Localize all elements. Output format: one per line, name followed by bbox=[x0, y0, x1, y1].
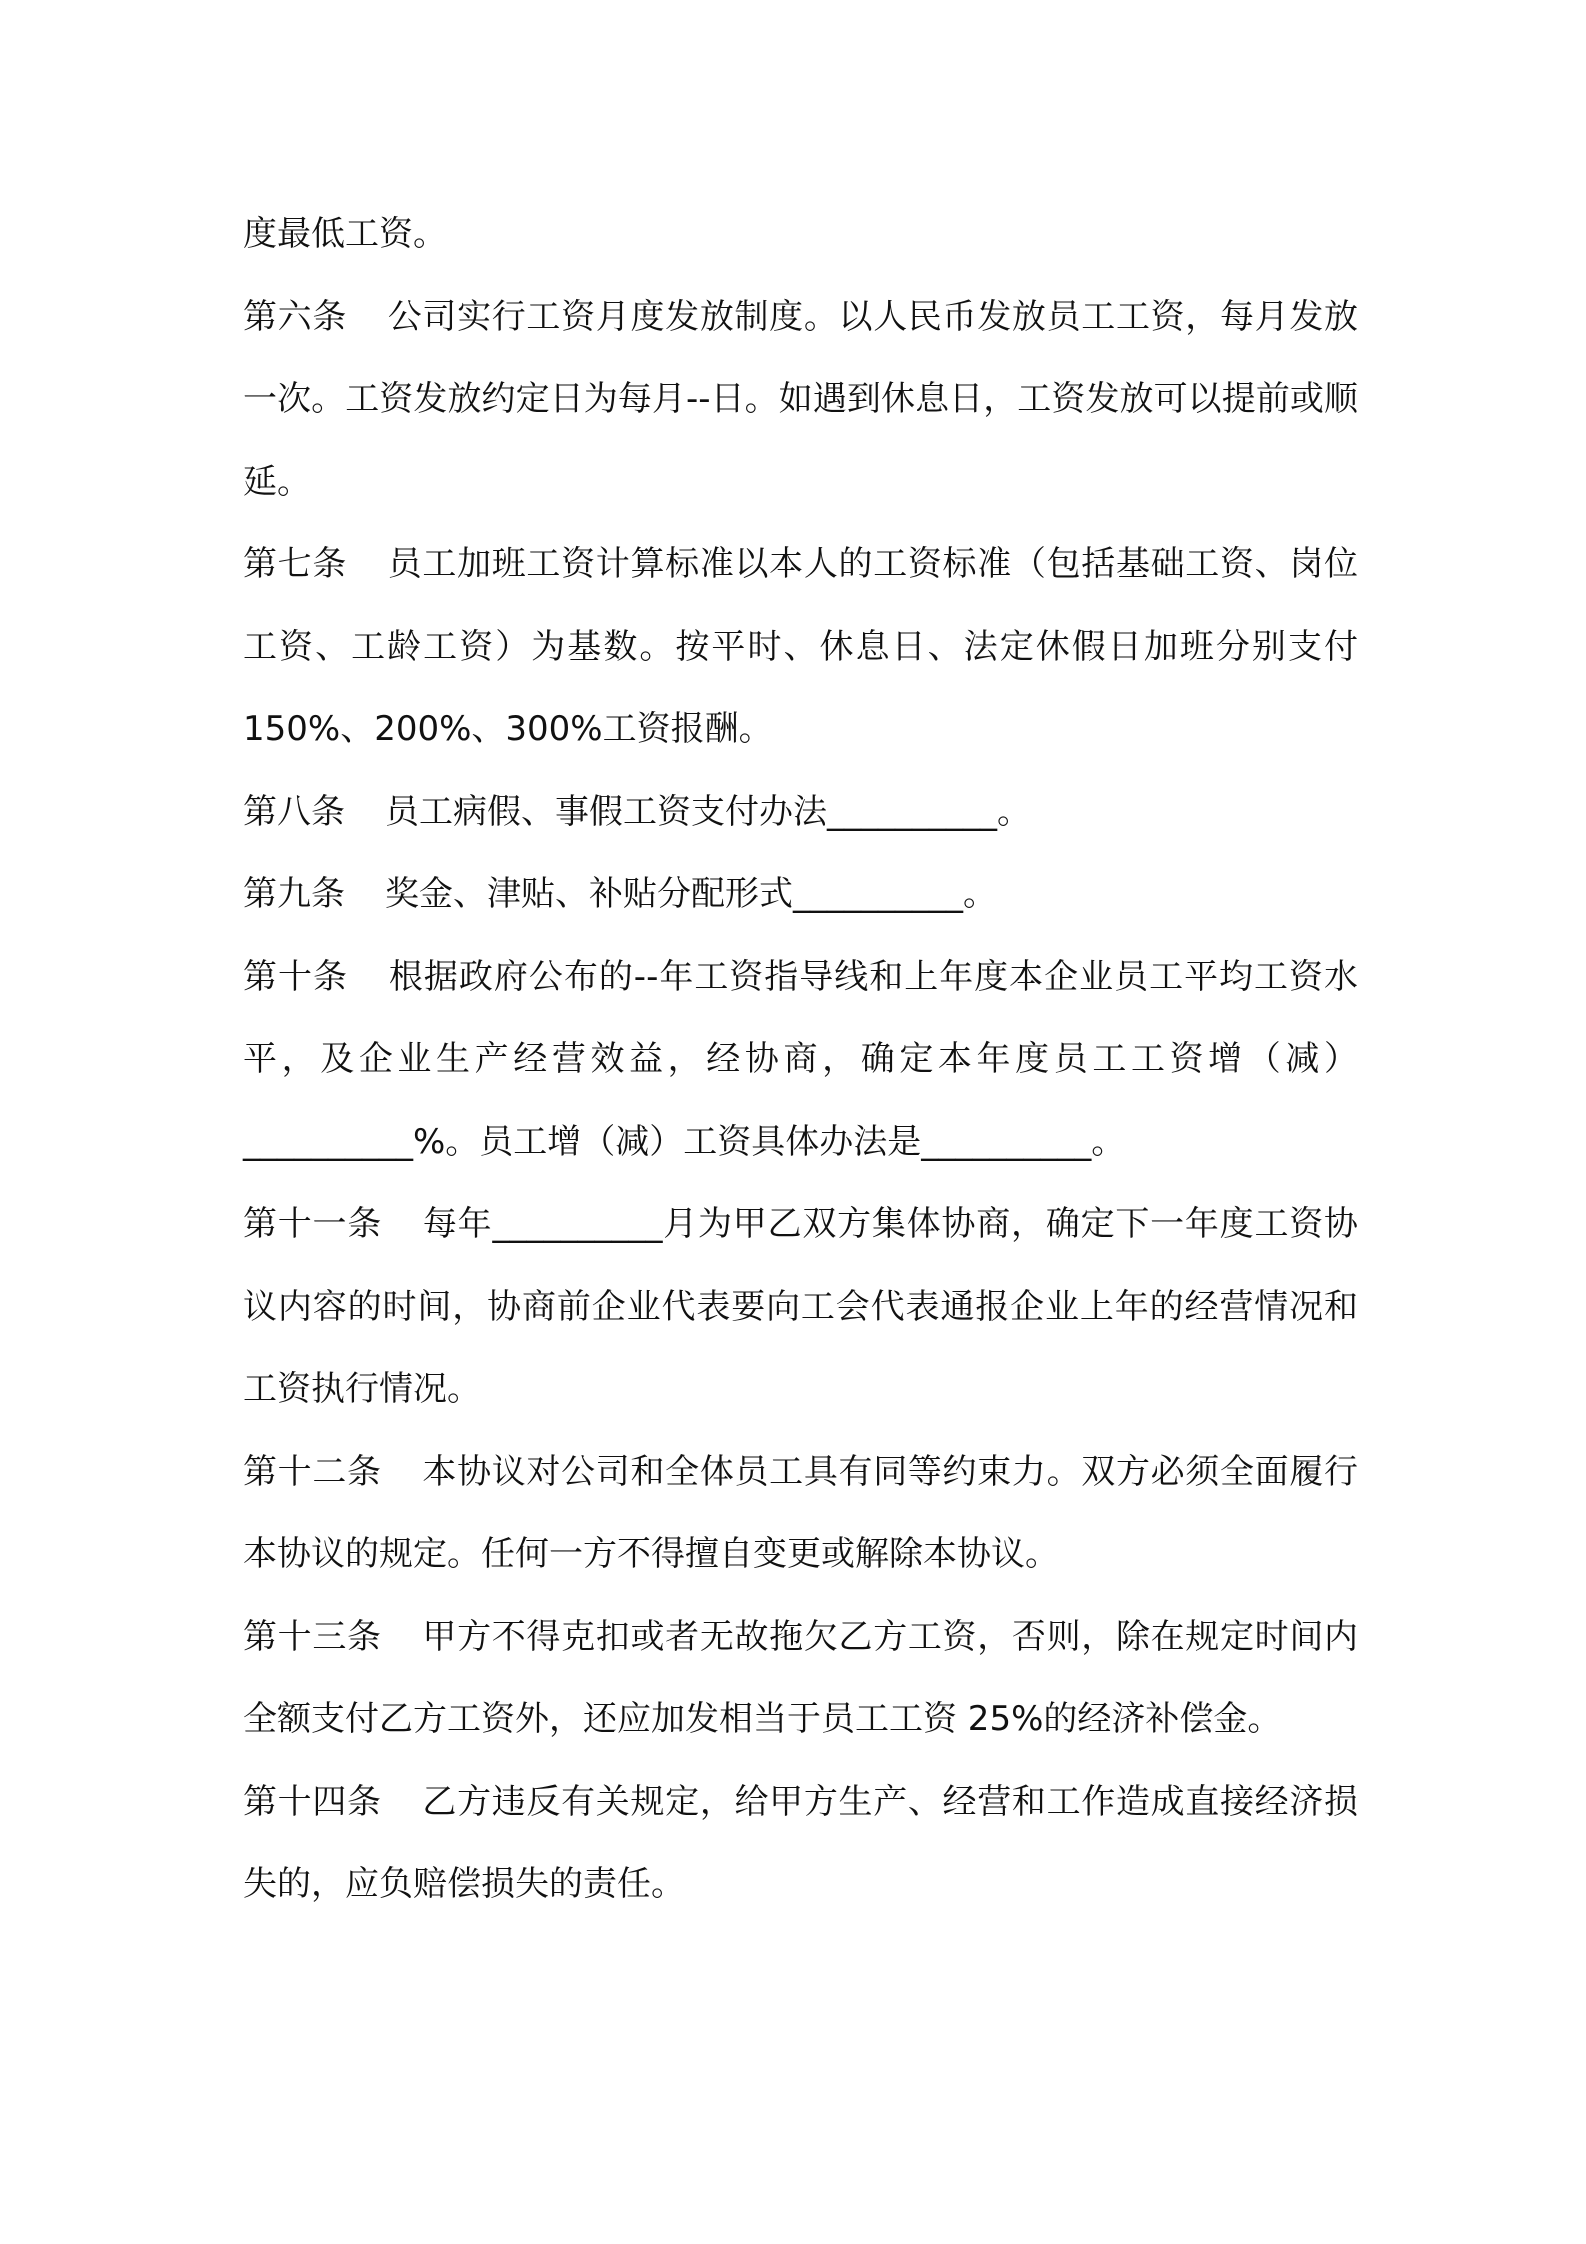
article-11 bbox=[243, 1183, 1358, 1431]
article-text: 根据政府公布的--年工资指导线和上年度本企业员工平均工资水平，及企业生产经营效益，经协商，确定本年度员工工资增（减）__________%。员工增（减）工资具体办法是__________。 bbox=[243, 956, 1358, 1162]
article-14 bbox=[243, 1761, 1358, 1926]
article-number: 第十二条 bbox=[243, 1451, 382, 1492]
article-9 bbox=[243, 853, 1358, 936]
article-text: 公司实行工资月度发放制度。以人民币发放员工工资，每月发放一次。工资发放约定日为每月--日。如遇到休息日，工资发放可以提前或顺延。 bbox=[243, 296, 1359, 502]
article-number: 第十一条 bbox=[243, 1204, 383, 1244]
paragraph-continuation bbox=[243, 193, 1358, 276]
article-13 bbox=[243, 1596, 1358, 1761]
article-text: 甲方不得克扣或者无故拖欠乙方工资，否则，除在规定时间内全额支付乙方工资外，还应加发相当于员工工资 25%的经济补偿金。 bbox=[243, 1616, 1359, 1739]
paragraph-text: 度最低工资。 bbox=[243, 214, 447, 254]
article-8 bbox=[243, 771, 1358, 854]
article-6 bbox=[243, 276, 1358, 524]
article-text: 员工病假、事假工资支付办法__________。 bbox=[385, 791, 1031, 832]
article-text: 每年__________月为甲乙双方集体协商，确定下一年度工资协议内容的时间，协商前企业代表要向工会代表通报企业上年的经营情况和工资执行情况。 bbox=[243, 1204, 1359, 1409]
article-number: 第十条 bbox=[243, 956, 348, 997]
article-number: 第九条 bbox=[243, 874, 345, 914]
article-text: 奖金、津贴、补贴分配形式__________。 bbox=[385, 874, 997, 914]
article-number: 第六条 bbox=[243, 296, 348, 337]
article-text: 员工加班工资计算标准以本人的工资标准（包括基础工资、岗位工资、工龄工资）为基数。按平时、休息日、法定休假日加班分别支付 150%、200%、300%工资报酬。 bbox=[243, 544, 1359, 749]
article-number: 第十四条 bbox=[243, 1781, 382, 1822]
document-body bbox=[243, 193, 1358, 1926]
article-12 bbox=[243, 1431, 1358, 1596]
article-10 bbox=[243, 936, 1358, 1184]
article-7 bbox=[243, 523, 1358, 771]
article-text: 乙方违反有关规定，给甲方生产、经营和工作造成直接经济损失的，应负赔偿损失的责任。 bbox=[243, 1781, 1359, 1904]
article-number: 第七条 bbox=[243, 544, 348, 584]
article-text: 本协议对公司和全体员工具有同等约束力。双方必须全面履行本协议的规定。任何一方不得擅自变更或解除本协议。 bbox=[243, 1451, 1359, 1574]
article-number: 第十三条 bbox=[243, 1616, 382, 1657]
article-number: 第八条 bbox=[243, 791, 345, 832]
